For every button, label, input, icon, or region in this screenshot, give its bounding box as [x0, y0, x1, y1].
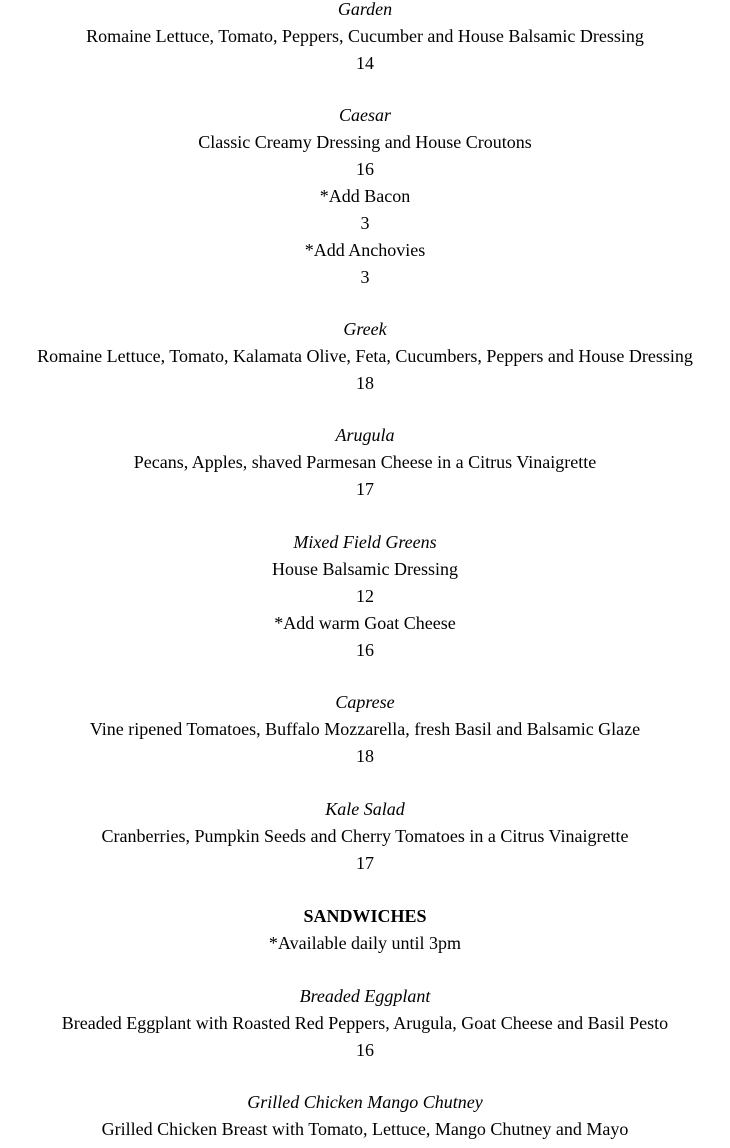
- item-name: Kale Salad: [325, 799, 405, 819]
- section-note: *Available daily until 3pm: [268, 933, 462, 953]
- item-name: Breaded Eggplant: [299, 986, 431, 1006]
- menu-item-grilled-chicken-mango-chutney: [0, 1089, 730, 1143]
- section-title: SANDWICHES: [303, 906, 427, 926]
- item-name: Caesar: [338, 105, 391, 125]
- item-price: 14: [356, 53, 374, 73]
- item-name: Caprese: [335, 692, 395, 712]
- spacer: [0, 291, 730, 316]
- item-name: Garden: [337, 0, 393, 19]
- item-description: Vine ripened Tomatoes, Buffalo Mozzarella, fresh Basil and Balsamic Glaze: [89, 719, 641, 739]
- addon-label: *Add warm Goat Cheese: [274, 613, 456, 633]
- spacer: [0, 770, 730, 796]
- addon-price: 3: [360, 267, 370, 287]
- item-price: 16: [356, 159, 374, 179]
- spacer: [0, 877, 730, 903]
- item-price: 18: [356, 373, 374, 393]
- item-description: Pecans, Apples, shaved Parmesan Cheese in a Citrus Vinaigrette: [133, 452, 597, 472]
- spacer: [0, 957, 730, 983]
- addon-label: *Add Bacon: [319, 186, 411, 206]
- menu-item-caesar: [0, 102, 730, 291]
- item-description: Romaine Lettuce, Tomato, Peppers, Cucumber and House Balsamic Dressing: [86, 26, 644, 46]
- menu-item-kale-salad: [0, 796, 730, 877]
- item-price: 16: [356, 1040, 374, 1060]
- item-description: Breaded Eggplant with Roasted Red Peppers, Arugula, Goat Cheese and Basil Pesto: [61, 1013, 669, 1033]
- item-name: Grilled Chicken Mango Chutney: [247, 1092, 483, 1112]
- item-price: 17: [356, 853, 374, 873]
- section-sandwiches: [0, 903, 730, 957]
- item-name: Greek: [343, 319, 387, 339]
- addon-price: 3: [360, 213, 370, 233]
- menu-item-greek: [0, 316, 730, 397]
- menu-item-arugula: [0, 422, 730, 503]
- menu-item-mixed-field-greens: [0, 529, 730, 664]
- addon-price: 16: [356, 640, 374, 660]
- addon-label: *Add Anchovies: [304, 240, 426, 260]
- item-price: 12: [356, 586, 374, 606]
- item-description: House Balsamic Dressing: [272, 559, 458, 579]
- item-name: Mixed Field Greens: [293, 532, 437, 552]
- item-description: Grilled Chicken Breast with Tomato, Lettuce, Mango Chutney and Mayo: [101, 1119, 629, 1139]
- spacer: [0, 503, 730, 529]
- spacer: [0, 664, 730, 689]
- item-description: Romaine Lettuce, Tomato, Kalamata Olive, Feta, Cucumbers, Peppers and House Dressing: [37, 346, 693, 366]
- item-price: 17: [356, 479, 374, 499]
- menu-item-garden: [0, 0, 730, 77]
- item-description: Cranberries, Pumpkin Seeds and Cherry Tomatoes in a Citrus Vinaigrette: [101, 826, 629, 846]
- item-name: Arugula: [335, 425, 395, 445]
- spacer: [0, 1064, 730, 1089]
- item-description: Classic Creamy Dressing and House Croutons: [198, 132, 532, 152]
- spacer: [0, 397, 730, 422]
- menu-item-breaded-eggplant: [0, 983, 730, 1064]
- item-price: 18: [356, 746, 374, 766]
- spacer: [0, 77, 730, 102]
- menu-item-caprese: [0, 689, 730, 770]
